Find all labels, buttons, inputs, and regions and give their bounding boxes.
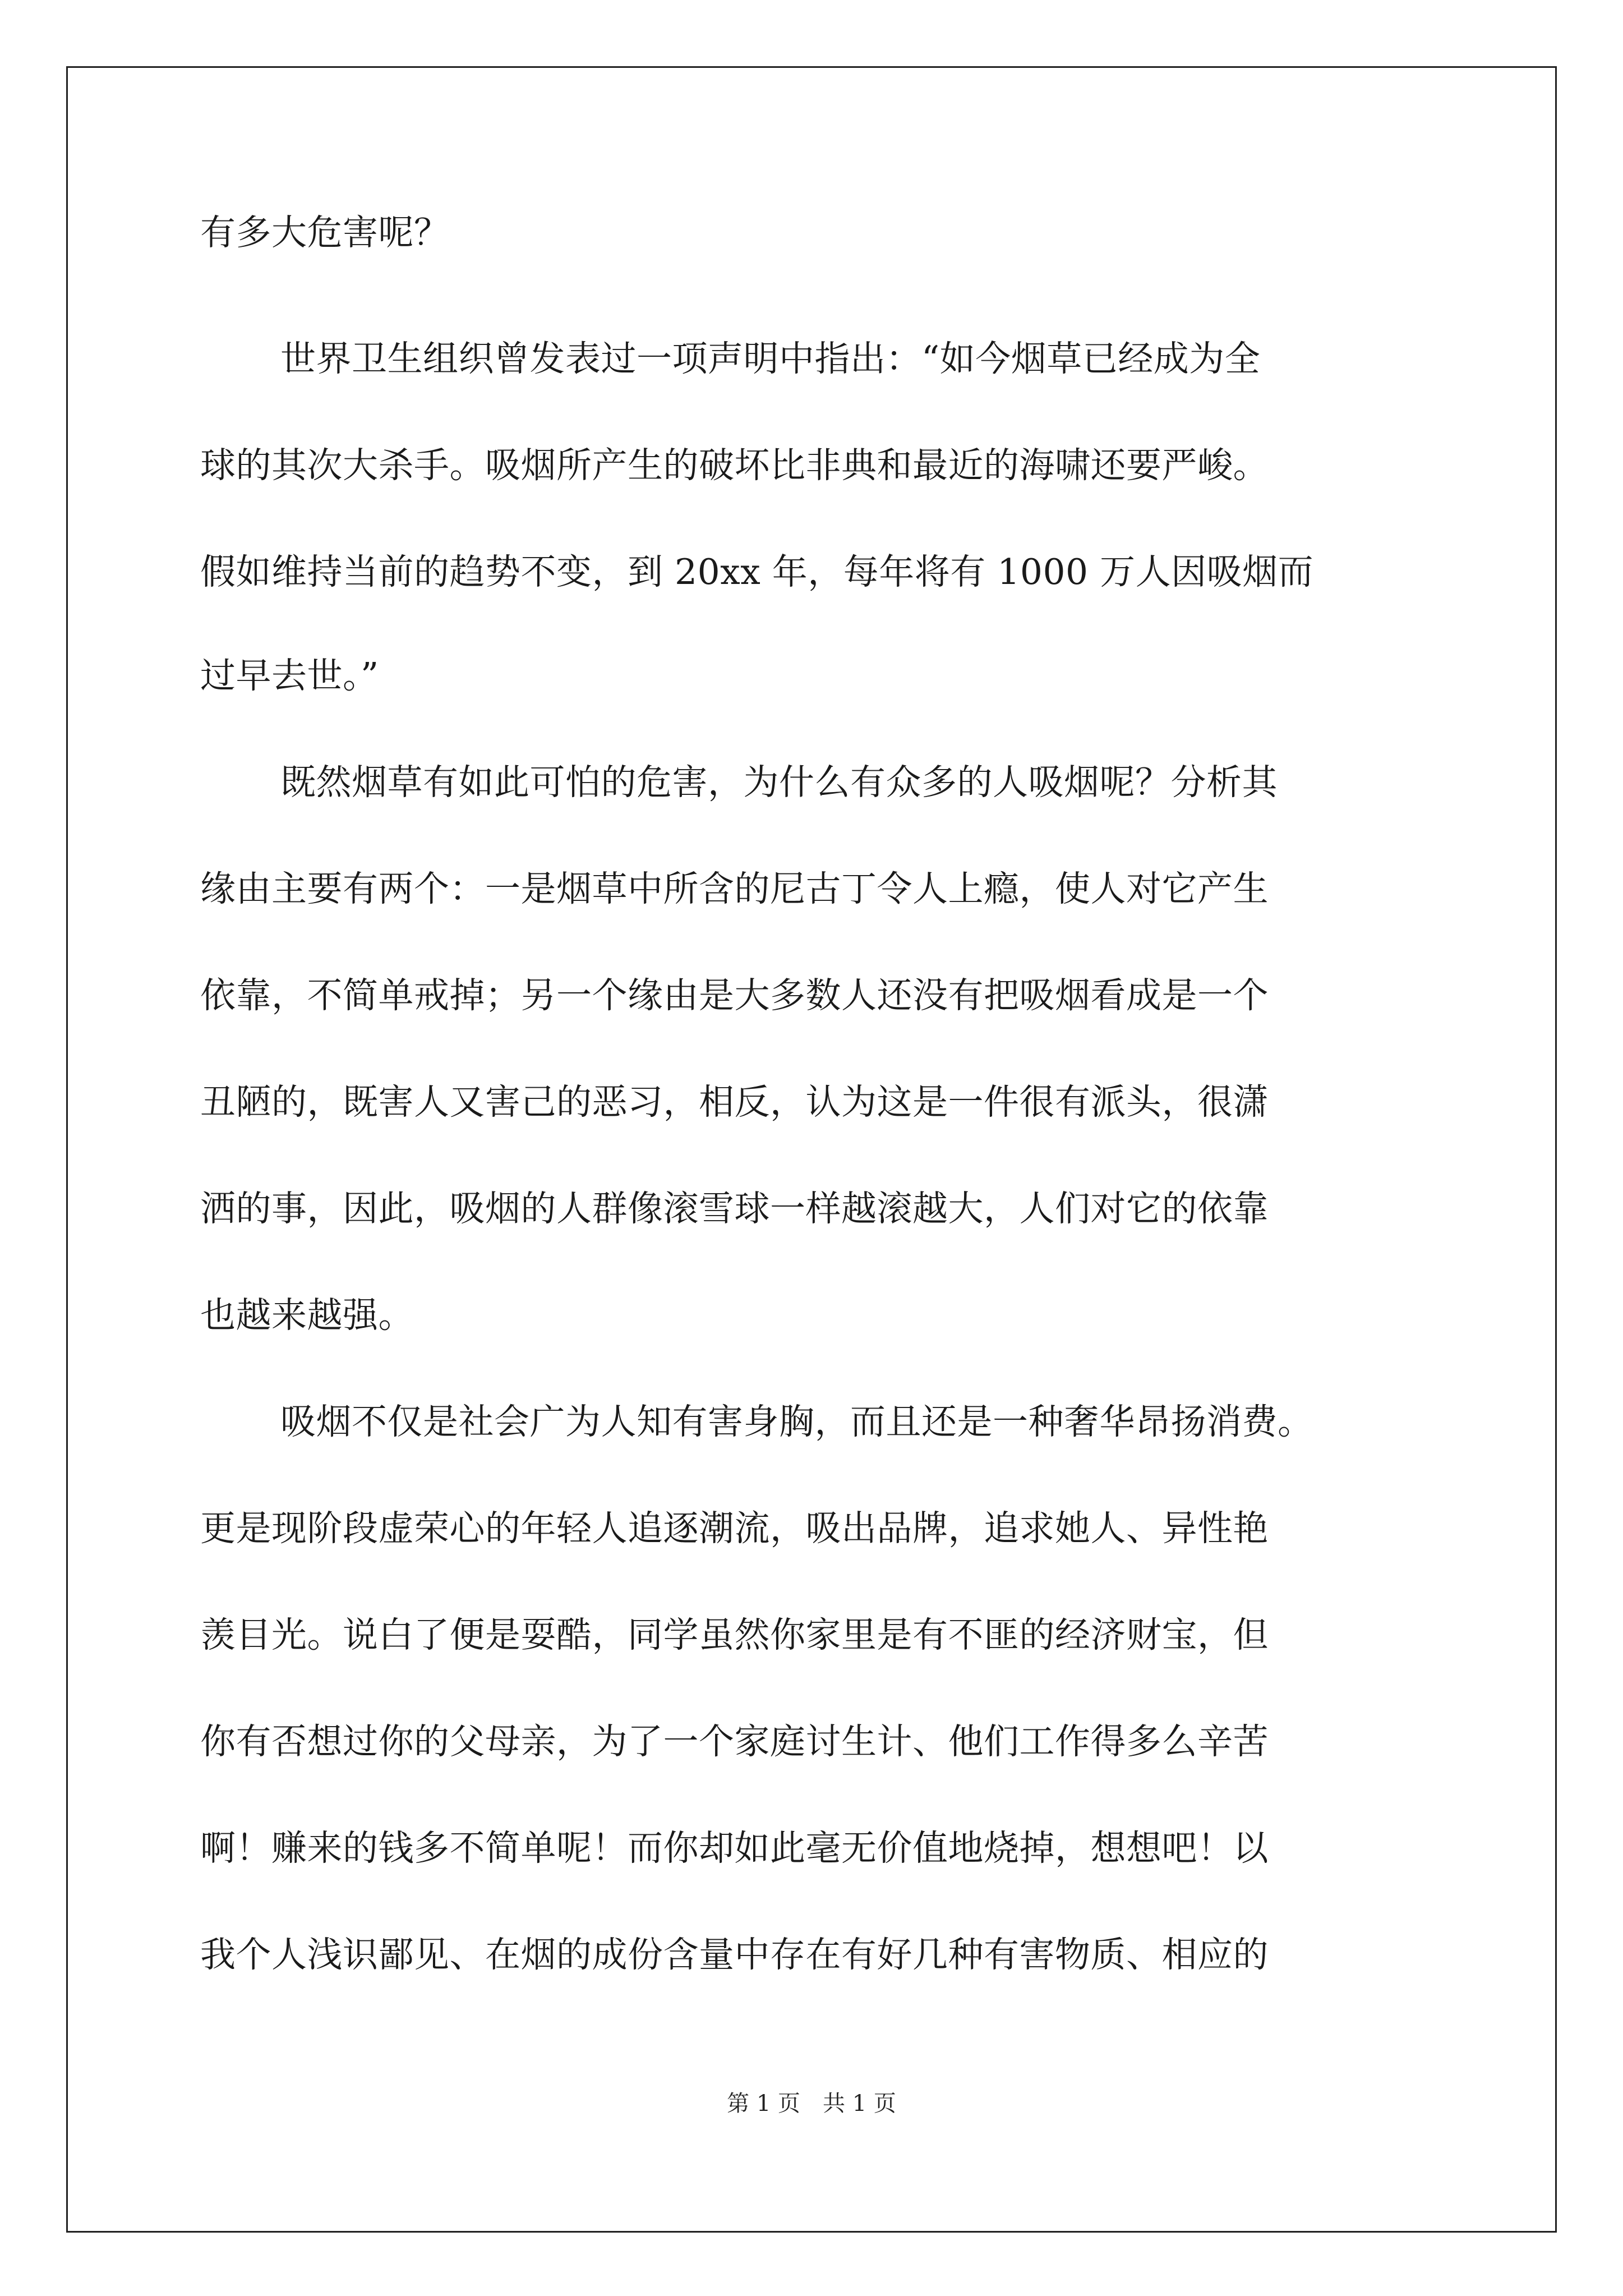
page-number-footer: 第 1 页 共 1 页: [727, 2091, 896, 2116]
text-line: 依靠，不简单戒掉；另一个缘由是大多数人还没有把吸烟看成是一个: [200, 975, 1269, 1016]
paragraph-first-line: 既然烟草有如此可怕的危害，为什么有众多的人吸烟呢？分析其: [280, 762, 1278, 803]
text-line: 球的其次大杀手。吸烟所产生的破坏比非典和最近的海啸还要严峻。: [200, 445, 1269, 486]
text-line: 我个人浅识鄙见、在烟的成份含量中存在有好几种有害物质、相应的: [200, 1934, 1269, 1975]
text-line: 你有否想过你的父母亲，为了一个家庭讨生计、他们工作得多么辛苦: [200, 1721, 1269, 1762]
text-line: 丑陋的，既害人又害己的恶习，相反，认为这是一件很有派头，很潇: [200, 1082, 1269, 1122]
text-line: 缘由主要有两个：一是烟草中所含的尼古丁令人上瘾，使人对它产生: [200, 868, 1269, 909]
text-line: 更是现阶段虚荣心的年轻人追逐潮流，吸出品牌，追求她人、异性艳: [200, 1508, 1269, 1549]
text-line: 有多大危害呢？: [200, 212, 450, 253]
paragraph-first-line: 吸烟不仅是社会广为人知有害身胸，而且还是一种奢华昂扬消费。: [280, 1401, 1313, 1442]
text-line: 啊！赚来的钱多不简单呢！而你却如此毫无价值地烧掉，想想吧！以: [200, 1828, 1269, 1869]
page-border: [66, 66, 1557, 2233]
text-line: 过早去世。”: [200, 655, 379, 696]
text-line: 假如维持当前的趋势不变，到 20xx 年，每年将有 1000 万人因吸烟而: [200, 551, 1314, 592]
text-line: 羡目光。说白了便是耍酷，同学虽然你家里是有不匪的经济财宝，但: [200, 1614, 1269, 1655]
text-line: 洒的事，因此，吸烟的人群像滚雪球一样越滚越大，人们对它的依靠: [200, 1188, 1269, 1229]
text-line: 也越来越强。: [200, 1295, 414, 1336]
paragraph-first-line: 世界卫生组织曾发表过一项声明中指出：“如今烟草已经成为全: [280, 338, 1261, 379]
